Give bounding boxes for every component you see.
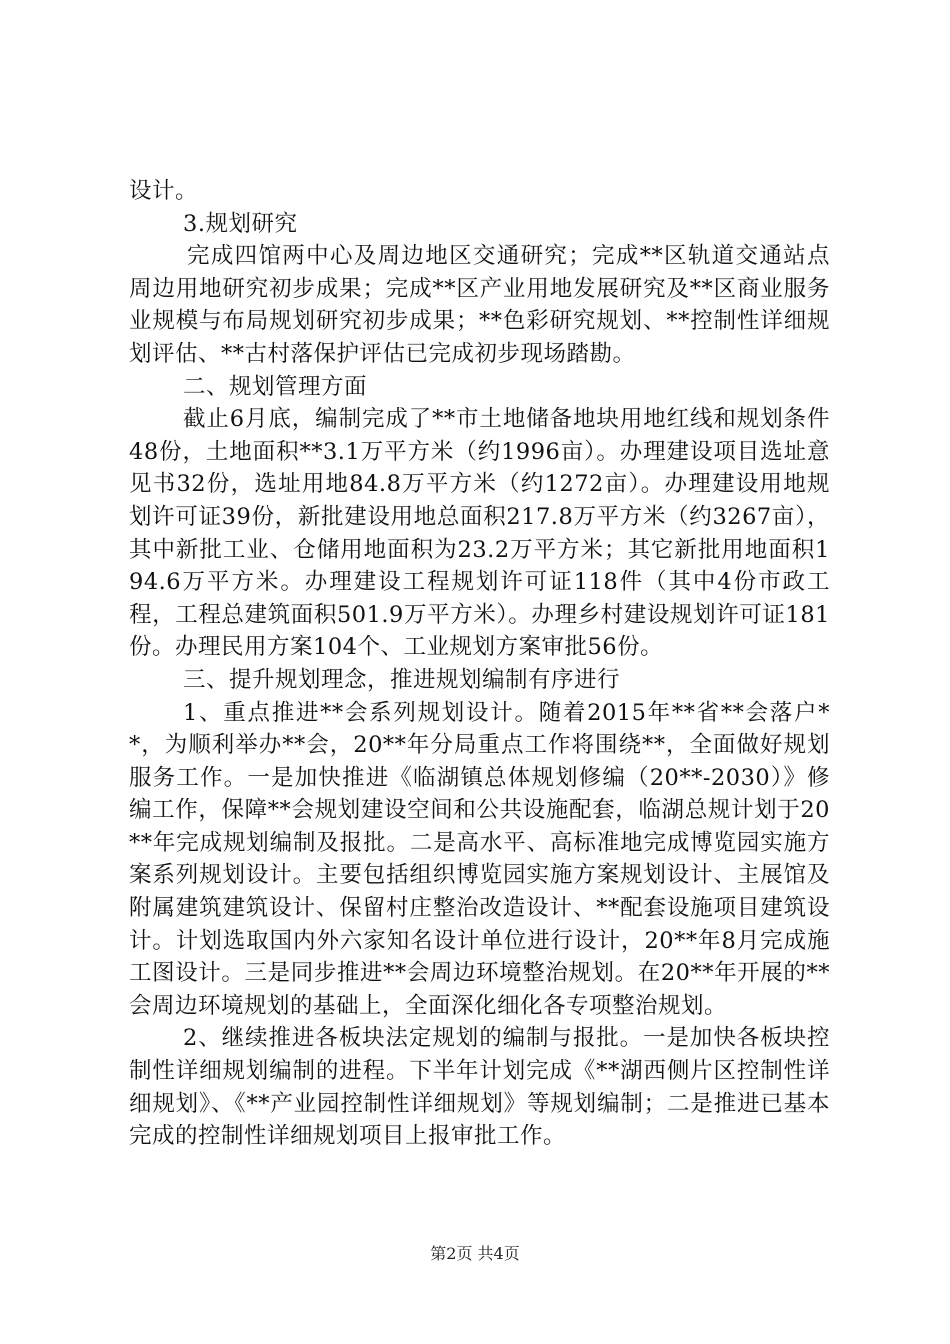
paragraph-statutory-planning: 2、继续推进各板块法定规划的编制与报批。一是加快各板块控制性详细规划编制的进程。下半年计划完成《**湖西侧片区控制性详细规划》、《**产业园控制性详细规划》等规划编制；二是推进已基本完成的控制性详细规划项目上报审批工作。 — [129, 1025, 830, 1150]
heading-planning-concept: 三、提升规划理念，推进规划编制有序进行 — [183, 666, 621, 693]
subheading-planning-research: 3.规划研究 — [183, 210, 298, 237]
document-body — [129, 175, 830, 1153]
paragraph-continuation: 设计。 — [129, 178, 199, 204]
page-number-footer: 第2页 共4页 — [430, 1244, 520, 1263]
paragraph-key-projects: 1、重点推进**会系列规划设计。随着2015年**省**会落户**，为顺利举办**会，20**年分局重点工作将围绕**，全面做好规划服务工作。一是加快推进《临湖镇总体规划修编（20**-2030）》修编工作，保障**会规划建设空间和公共设施配套，临湖总规计划于20**年完成规划编制及报批。二是高水平、高标准地完成博览园实施方案系列规划设计。主要包括组织博览园实施方案规划设计、主展馆及附属建筑建筑设计、保留村庄整治改造设计、**配套设施项目建筑设计。计划选取国内外六家知名设计单位进行设计，20**年8月完成施工图设计。三是同步推进**会周边环境整治规划。在20**年开展的**会周边环境规划的基础上，全面深化细化各专项整治规划。 — [129, 699, 830, 1019]
heading-planning-management: 二、规划管理方面 — [183, 373, 368, 400]
paragraph-planning-research: 完成四馆两中心及周边地区交通研究；完成**区轨道交通站点周边用地研究初步成果；完成**区产业用地发展研究及**区商业服务业规模与布局规划研究初步成果；**色彩研究规划、**控制性详细规划评估、**古村落保护评估已完成初步现场踏勘。 — [129, 243, 830, 367]
paragraph-planning-management: 截止6月底，编制完成了**市土地储备地块用地红线和规划条件48份，土地面积**3.1万平方米（约1996亩）。办理建设项目选址意见书32份，选址用地84.8万平方米（约1272亩）。办理建设用地规划许可证39份，新批建设用地总面积217.8万平方米（约3267亩），其中新批工业、仓储用地面积为23.2万平方米；其它新批用地面积194.6万平方米。办理建设工程规划许可证118件（其中4份市政工程，工程总建筑面积501.9万平方米）。办理乡村建设规划许可证181份。办理民用方案104个、工业规划方案审批56份。 — [129, 406, 830, 661]
